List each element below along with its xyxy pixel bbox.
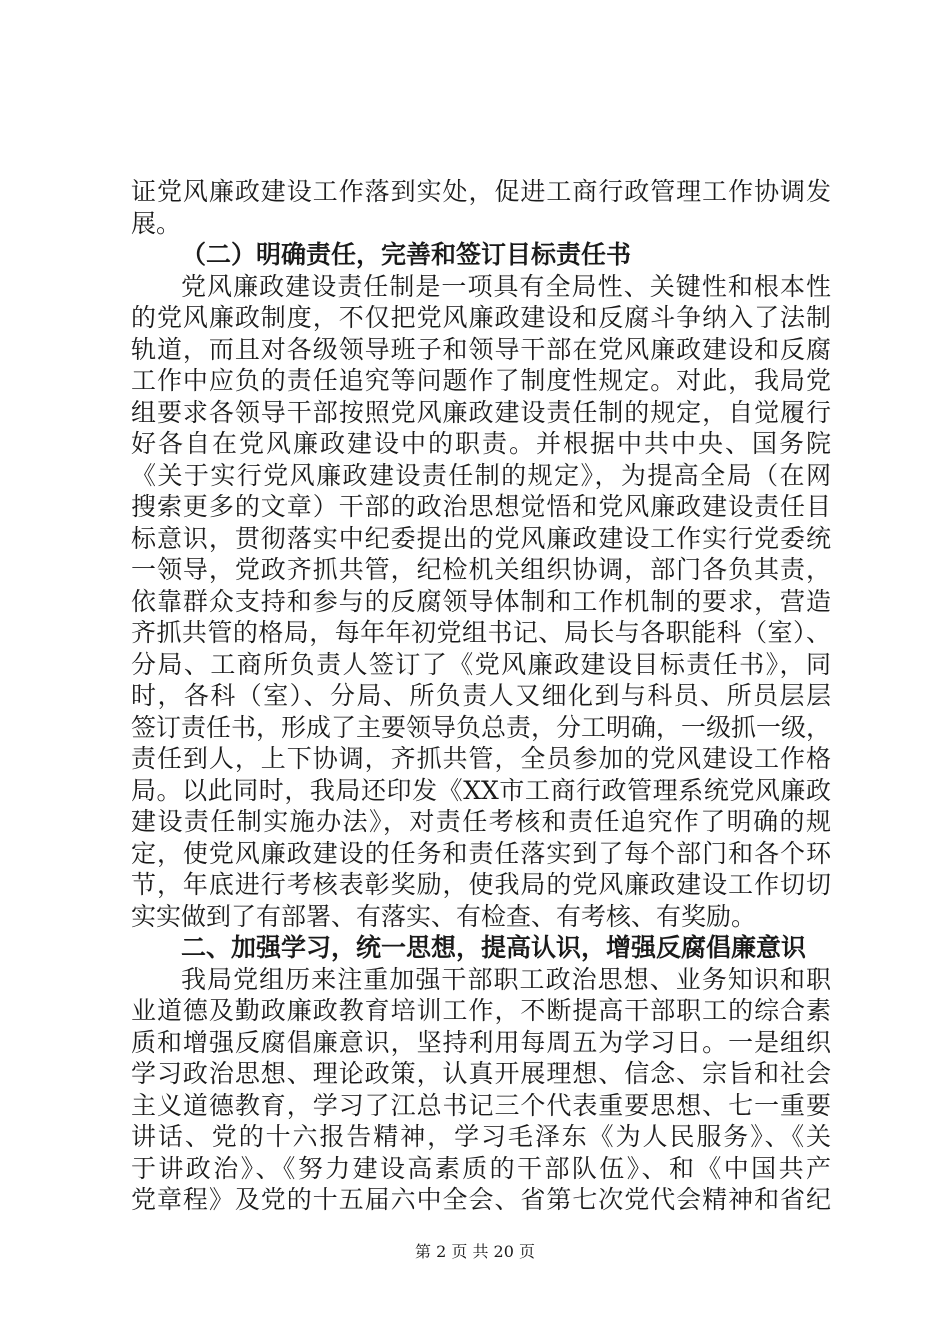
paragraph-line: 《关于实行党风廉政建设责任制的规定》，为提高全局（在网 <box>131 460 831 490</box>
paragraph-line: 学习政治思想、理论政策，认真开展理想、信念、宗旨和社会 <box>131 1059 831 1088</box>
paragraph-line: 时，各科（室）、分局、所负责人又细化到与科员、所员层层 <box>131 681 831 710</box>
paragraph-line: 依靠群众支持和参与的反腐领导体制和工作机制的要求，营造 <box>131 586 831 616</box>
paragraph-line: 党章程》及党的十五届六中全会、省第七次党代会精神和省纪 <box>131 1185 831 1214</box>
paragraph-line: 轨道，而且对各级领导班子和领导干部在党风廉政建设和反腐 <box>131 334 831 364</box>
paragraph-line: 业道德及勤政廉政教育培训工作，不断提高干部职工的综合素 <box>131 996 831 1025</box>
paragraph-line: 定，使党风廉政建设的任务和责任落实到了每个部门和各个环 <box>131 838 831 868</box>
paragraph-last-line: 实实做到了有部署、有落实、有检查、有考核、有奖励。 <box>131 901 757 931</box>
paragraph-line: 局。以此同时，我局还印发《XX市工商行政管理系统党风廉政 <box>131 775 831 805</box>
paragraph-line: 质和增强反腐倡廉意识，坚持利用每周五为学习日。一是组织 <box>131 1027 831 1057</box>
paragraph-line: 于讲政治》、《努力建设高素质的干部队伍》、和《中国共产 <box>131 1153 831 1183</box>
paragraph-line: 建设责任制实施办法》，对责任考核和责任追究作了明确的规 <box>131 807 831 836</box>
paragraph-line: 主义道德教育，学习了江总书记三个代表重要思想、七一重要 <box>131 1090 831 1120</box>
section-heading: 二、加强学习，统一思想，提高认识，增强反腐倡廉意识 <box>181 933 807 962</box>
paragraph-line: 签订责任书，形成了主要领导负总责，分工明确，一级抓一级， <box>131 712 831 742</box>
paragraph-line: 好各自在党风廉政建设中的职责。并根据中共中央、国务院 <box>131 429 831 458</box>
paragraph-line: 的党风廉政制度，不仅把党风廉政建设和反腐斗争纳入了法制 <box>131 303 831 332</box>
page-footer: 第 2 页 共 20 页 <box>415 1242 535 1261</box>
section-heading: （二）明确责任，完善和签订目标责任书 <box>181 240 632 269</box>
paragraph-line: 一领导，党政齐抓共管，纪检机关组织协调，部门各负其责， <box>131 555 831 584</box>
paragraph-line: 分局、工商所负责人签订了《党风廉政建设目标责任书》，同 <box>131 649 831 679</box>
paragraph-first-line: 党风廉政建设责任制是一项具有全局性、关键性和根本性 <box>181 271 831 301</box>
paragraph-first-line: 我局党组历来注重加强干部职工政治思想、业务知识和职 <box>181 964 831 994</box>
paragraph-line: 标意识，贯彻落实中纪委提出的党风廉政建设工作实行党委统 <box>131 523 831 553</box>
paragraph-line: 节，年底进行考核表彰奖励，使我局的党风廉政建设工作切切 <box>131 870 831 899</box>
document-body <box>131 176 831 1216</box>
paragraph-line: 责任到人，上下协调，齐抓共管，全员参加的党风建设工作格 <box>131 744 831 773</box>
paragraph-line: 组要求各领导干部按照党风廉政建设责任制的规定，自觉履行 <box>131 397 831 427</box>
paragraph-line: 讲话、党的十六报告精神，学习毛泽东《为人民服务》、《关 <box>131 1122 831 1151</box>
paragraph-line: 证党风廉政建设工作落到实处，促进工商行政管理工作协调发 <box>131 177 831 206</box>
paragraph-line: 工作中应负的责任追究等问题作了制度性规定。对此，我局党 <box>131 366 831 395</box>
paragraph-line: 齐抓共管的格局，每年年初党组书记、局长与各职能科（室）、 <box>131 618 831 647</box>
paragraph-last-line: 展。 <box>131 208 182 238</box>
paragraph-line: 搜索更多的文章）干部的政治思想觉悟和党风廉政建设责任目 <box>131 492 831 521</box>
